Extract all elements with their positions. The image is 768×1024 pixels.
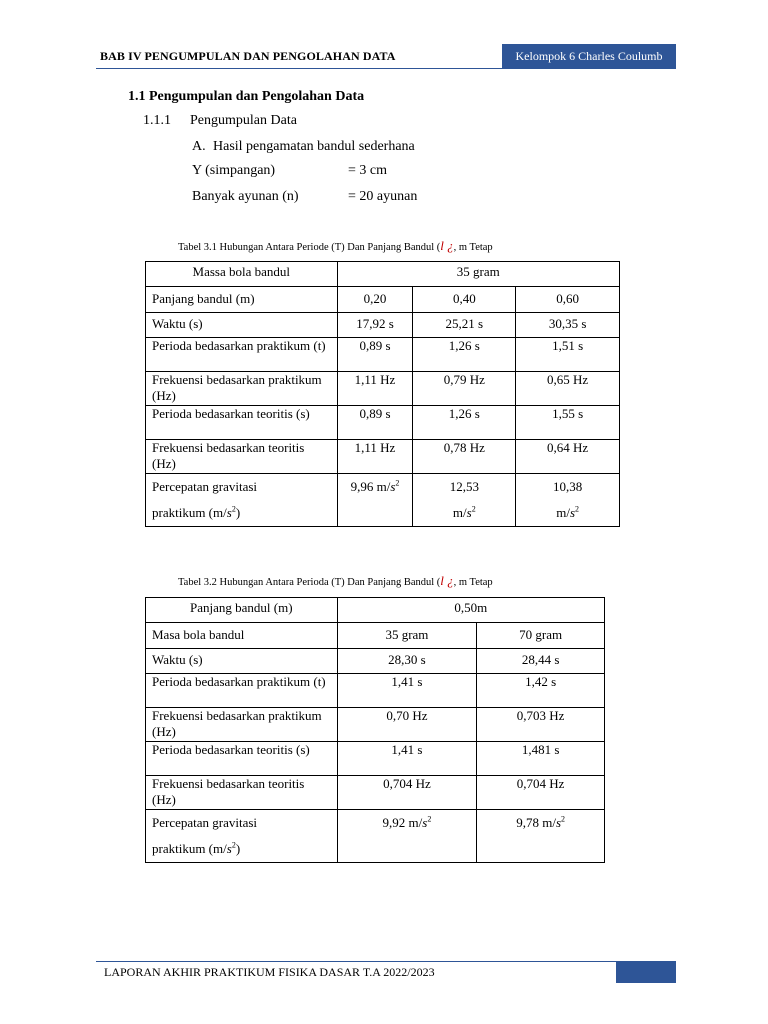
table-cell: 17,92 s [337, 313, 413, 338]
table-cell: 35 gram [337, 262, 619, 287]
table-cell: Frekuensi bedasarkan praktikum (Hz) [146, 708, 338, 742]
table-cell: Frekuensi bedasarkan teoritis (Hz) [146, 440, 338, 474]
gravity-label: Percepatan gravitasi [152, 479, 258, 494]
table-row [146, 440, 620, 474]
table-row [146, 623, 605, 649]
table-cell: Masa bola bandul [146, 623, 338, 649]
table-cell: 1,26 s [413, 406, 516, 440]
gravity-value: 10,38 [552, 479, 583, 494]
table-cell: Frekuensi bedasarkan praktikum (Hz) [146, 372, 338, 406]
length-symbol: l ¿ [440, 573, 454, 588]
list-item-a [192, 139, 415, 155]
table-cell: 1,11 Hz [337, 372, 413, 406]
table-cell: 0,60 [516, 287, 620, 313]
group-badge: Kelompok 6 Charles Coulumb [502, 44, 676, 68]
table-row [146, 313, 620, 338]
table-cell: Perioda bedasarkan teoritis (s) [146, 406, 338, 440]
gravity-value: 12,53 [449, 479, 479, 494]
table-cell: 0,703 Hz [477, 708, 605, 742]
table-cell: Panjang bandul (m) [146, 287, 338, 313]
table-cell: 30,35 s [516, 313, 620, 338]
table-cell: 0,704 Hz [477, 776, 605, 810]
gravity-label: Percepatan gravitasi [152, 815, 258, 830]
footer-divider [96, 961, 676, 962]
table-cell: 1,11 Hz [337, 440, 413, 474]
table-cell: 1,41 s [337, 742, 477, 776]
table-cell: 0,20 [337, 287, 413, 313]
list-item-text: Hasil pengamatan bandul sederhana [213, 139, 415, 154]
chapter-title: BAB IV PENGUMPULAN DAN PENGOLAHAN DATA [100, 49, 396, 63]
param-value: = 20 ayunan [348, 189, 418, 204]
table-cell: 0,65 Hz [516, 372, 620, 406]
table-cell: Waktu (s) [146, 313, 338, 338]
table-row [146, 742, 605, 776]
footer-text: LAPORAN AKHIR PRAKTIKUM FISIKA DASAR T.A 2022/2023 [104, 965, 435, 979]
gravity-value: 9,78 [516, 815, 539, 830]
table-cell [146, 810, 338, 863]
table-cell: Waktu (s) [146, 649, 338, 674]
gravity-value: 9,92 [382, 815, 406, 830]
table2-caption [178, 573, 493, 589]
table-cell: 1,26 s [413, 338, 516, 372]
caption-text-end: , m Tetap [453, 577, 493, 588]
table-cell: 1,481 s [477, 742, 605, 776]
table-row [146, 262, 620, 287]
table-cell: 0,704 Hz [337, 776, 477, 810]
table-cell: 9,96 $m/s^2$ [337, 474, 413, 527]
table-cell: 28,44 s [477, 649, 605, 674]
param-key: Banyak ayunan (n) [192, 189, 299, 204]
table-row [146, 776, 605, 810]
table-cell: 9,78 $m/s^2$ [477, 810, 605, 863]
length-symbol: l ¿ [440, 238, 454, 253]
table-cell: 0,89 s [337, 406, 413, 440]
table-cell: 0,40 [413, 287, 516, 313]
table-row [146, 810, 605, 863]
subsection-number: 1.1.1 [143, 113, 171, 128]
table-cell: 0,64 Hz [516, 440, 620, 474]
table-cell: Massa bola bandul [146, 262, 338, 287]
list-item-letter: A. [192, 139, 206, 154]
table-cell: 70 gram [477, 623, 605, 649]
table-cell: Frekuensi bedasarkan teoritis (Hz) [146, 776, 338, 810]
table-cell: 1,55 s [516, 406, 620, 440]
table-cell: 1,42 s [477, 674, 605, 708]
table-cell [146, 474, 338, 527]
table-cell: 0,89 s [337, 338, 413, 372]
table-cell: 1,51 s [516, 338, 620, 372]
table-row [146, 674, 605, 708]
table2 [145, 597, 605, 863]
table-row [146, 287, 620, 313]
gravity-label-unit: praktikum $(m/s^2)$ [152, 504, 241, 520]
table1-caption [178, 238, 493, 254]
param-value: = 3 cm [348, 163, 387, 178]
header-divider [96, 68, 676, 69]
caption-text: Tabel 3.2 Hubungan Antara Perioda (T) Dan Panjang Bandul ( [178, 577, 441, 588]
table-cell: 9,92 $m/s^2$ [337, 810, 477, 863]
subsection-title: Pengumpulan Data [190, 113, 297, 128]
table-cell: 28,30 s [337, 649, 477, 674]
param-ayunan [192, 189, 417, 205]
table-cell: 10,38 $m/s^2$ [516, 474, 620, 527]
gravity-value: 9,96 [350, 479, 374, 494]
table-cell: 25,21 s [413, 313, 516, 338]
param-key: Y (simpangan) [192, 163, 276, 178]
page-number-box [616, 961, 676, 983]
table-cell: Perioda bedasarkan teoritis (s) [146, 742, 338, 776]
table1 [145, 261, 620, 527]
table-cell: Perioda bedasarkan praktikum (t) [146, 674, 338, 708]
table-cell: 35 gram [337, 623, 477, 649]
table-row [146, 474, 620, 527]
section-title: 1.1 Pengumpulan dan Pengolahan Data [128, 89, 365, 104]
table-row [146, 406, 620, 440]
table-cell: 0,50m [337, 598, 604, 623]
table-cell: Perioda bedasarkan praktikum (t) [146, 338, 338, 372]
caption-text: Tabel 3.1 Hubungan Antara Periode (T) Dan Panjang Bandul ( [178, 242, 441, 253]
table-cell: 0,70 Hz [337, 708, 477, 742]
table-cell: 12,53 $m/s^2$ [413, 474, 516, 527]
table-row [146, 708, 605, 742]
table-cell: 0,78 Hz [413, 440, 516, 474]
gravity-label-unit: praktikum $(m/s^2)$ [152, 840, 241, 856]
table-cell: 1,41 s [337, 674, 477, 708]
table-cell: 0,79 Hz [413, 372, 516, 406]
table-row [146, 598, 605, 623]
table-cell: Panjang bandul (m) [146, 598, 338, 623]
table-row [146, 338, 620, 372]
table-row [146, 649, 605, 674]
table-row [146, 372, 620, 406]
caption-text-end: , m Tetap [453, 242, 493, 253]
param-simpangan [192, 163, 387, 179]
